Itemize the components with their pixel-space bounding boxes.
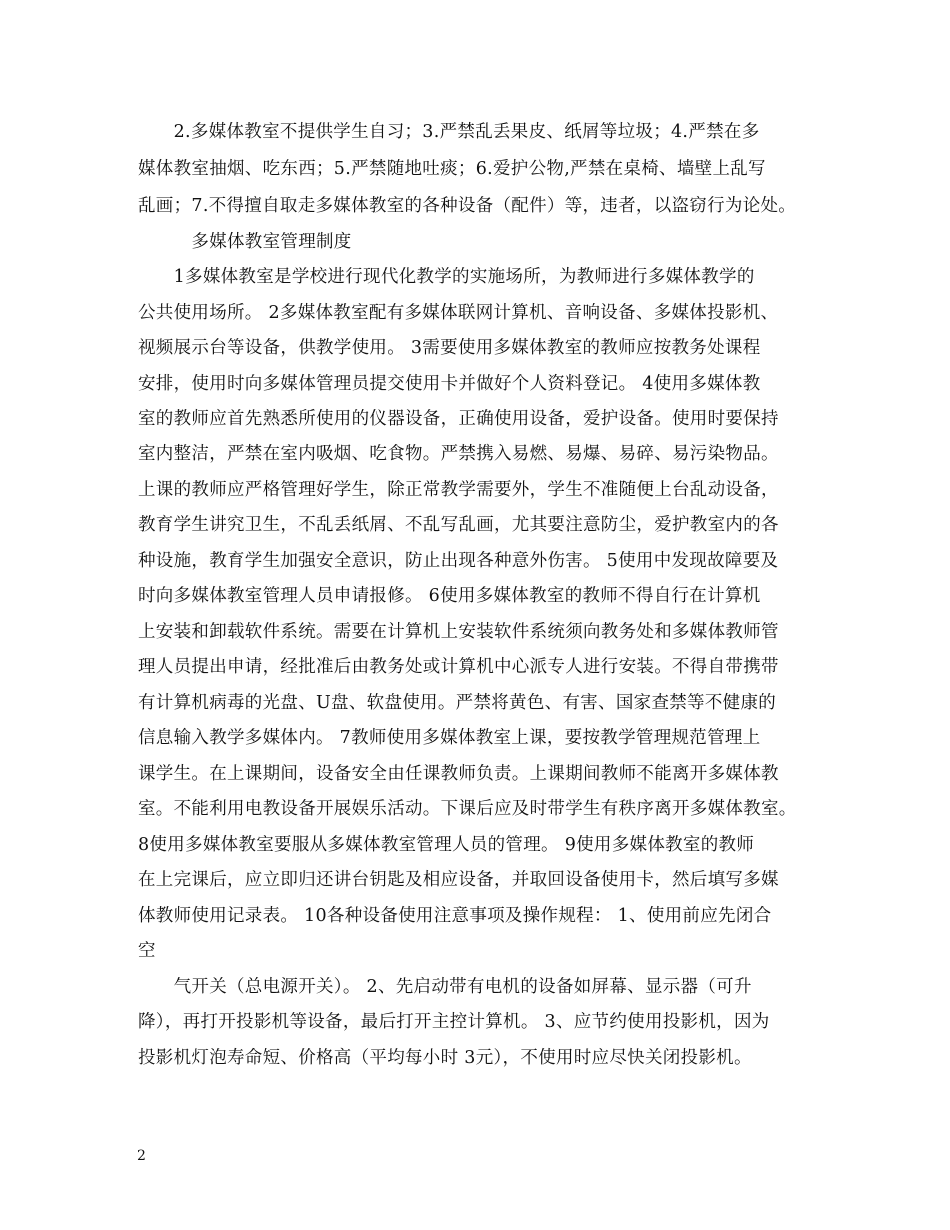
text-line: 投影机灯泡寿命短、价格高（平均每小时 3元），不使用时应尽快关闭投影机。 xyxy=(138,1048,752,1068)
text-line: 2.多媒体教室不提供学生自习；3.严禁乱丢果皮、纸屑等垃圾；4.严禁在多 xyxy=(138,122,760,142)
text-line: 体教师使用记录表。 10各种设备使用注意事项及操作规程： 1、使用前应先闭合 xyxy=(138,906,772,926)
text-line: 媒体教室抽烟、吃东西；5.严禁随地吐痰；6.爱护公物,严禁在桌椅、墙壁上乱写 xyxy=(138,159,766,179)
text-line: 安排，使用时向多媒体管理员提交使用卡并做好个人资料登记。 4使用多媒体教 xyxy=(138,374,761,394)
text-line: 公共使用场所。 2多媒体教室配有多媒体联网计算机、音响设备、多媒体投影机、 xyxy=(138,303,779,323)
text-line: 有计算机病毒的光盘、U盘、软盘使用。严禁将黄色、有害、国家查禁等不健康的 xyxy=(138,693,777,713)
text-line: 视频展示台等设备，供教学使用。 3需要使用多媒体教室的教师应按教务处课程 xyxy=(138,338,761,358)
text-line: 上课的教师应严格管理好学生，除正常教学需要外，学生不准随便上台乱动设备， xyxy=(138,480,779,500)
text-line: 空 xyxy=(138,941,156,961)
section-heading: 多媒体教室管理制度 xyxy=(138,232,352,252)
text-line: 室。不能利用电教设备开展娱乐活动。下课后应及时带学生有秩序离开多媒体教室。 xyxy=(138,799,797,819)
text-line: 气开关（总电源开关）。 2、先启动带有电机的设备如屏幕、显示器（可升 xyxy=(138,977,752,997)
text-line: 教育学生讲究卫生，不乱丢纸屑、不乱写乱画，尤其要注意防尘，爱护教室内的各 xyxy=(138,515,779,535)
text-line: 在上完课后，应立即归还讲台钥匙及相应设备，并取回设备使用卡，然后填写多媒 xyxy=(138,870,779,890)
text-line: 种设施，教育学生加强安全意识，防止出现各种意外伤害。 5使用中发现故障要及 xyxy=(138,551,779,571)
text-line: 时向多媒体教室管理人员申请报修。 6使用多媒体教室的教师不得自行在计算机 xyxy=(138,586,761,606)
text-line: 课学生。在上课期间，设备安全由任课教师负责。上课期间教师不能离开多媒体教 xyxy=(138,764,779,784)
text-line: 室内整洁，严禁在室内吸烟、吃食物。严禁携入易燃、易爆、易碎、易污染物品。 xyxy=(138,444,779,464)
text-line: 降），再打开投影机等设备，最后打开主控计算机。 3、应节约使用投影机，因为 xyxy=(138,1012,770,1032)
text-line: 乱画；7.不得擅自取走多媒体教室的各种设备（配件）等，违者，以盗窃行为论处。 xyxy=(138,196,797,216)
text-line: 1多媒体教室是学校进行现代化教学的实施场所，为教师进行多媒体教学的 xyxy=(138,267,755,287)
text-line: 理人员提出申请，经批准后由教务处或计算机中心派专人进行安装。不得自带携带 xyxy=(138,657,779,677)
text-line: 上安装和卸载软件系统。需要在计算机上安装软件系统须向教务处和多媒体教师管 xyxy=(138,622,779,642)
text-line: 信息输入教学多媒体内。 7教师使用多媒体教室上课，要按教学管理规范管理上 xyxy=(138,728,761,748)
text-line: 8使用多媒体教室要服从多媒体教室管理人员的管理。 9使用多媒体教室的教师 xyxy=(138,835,755,855)
text-line: 室的教师应首先熟悉所使用的仪器设备，正确使用设备，爱护设备。使用时要保持 xyxy=(138,409,779,429)
page-number: 2 xyxy=(137,1148,146,1164)
